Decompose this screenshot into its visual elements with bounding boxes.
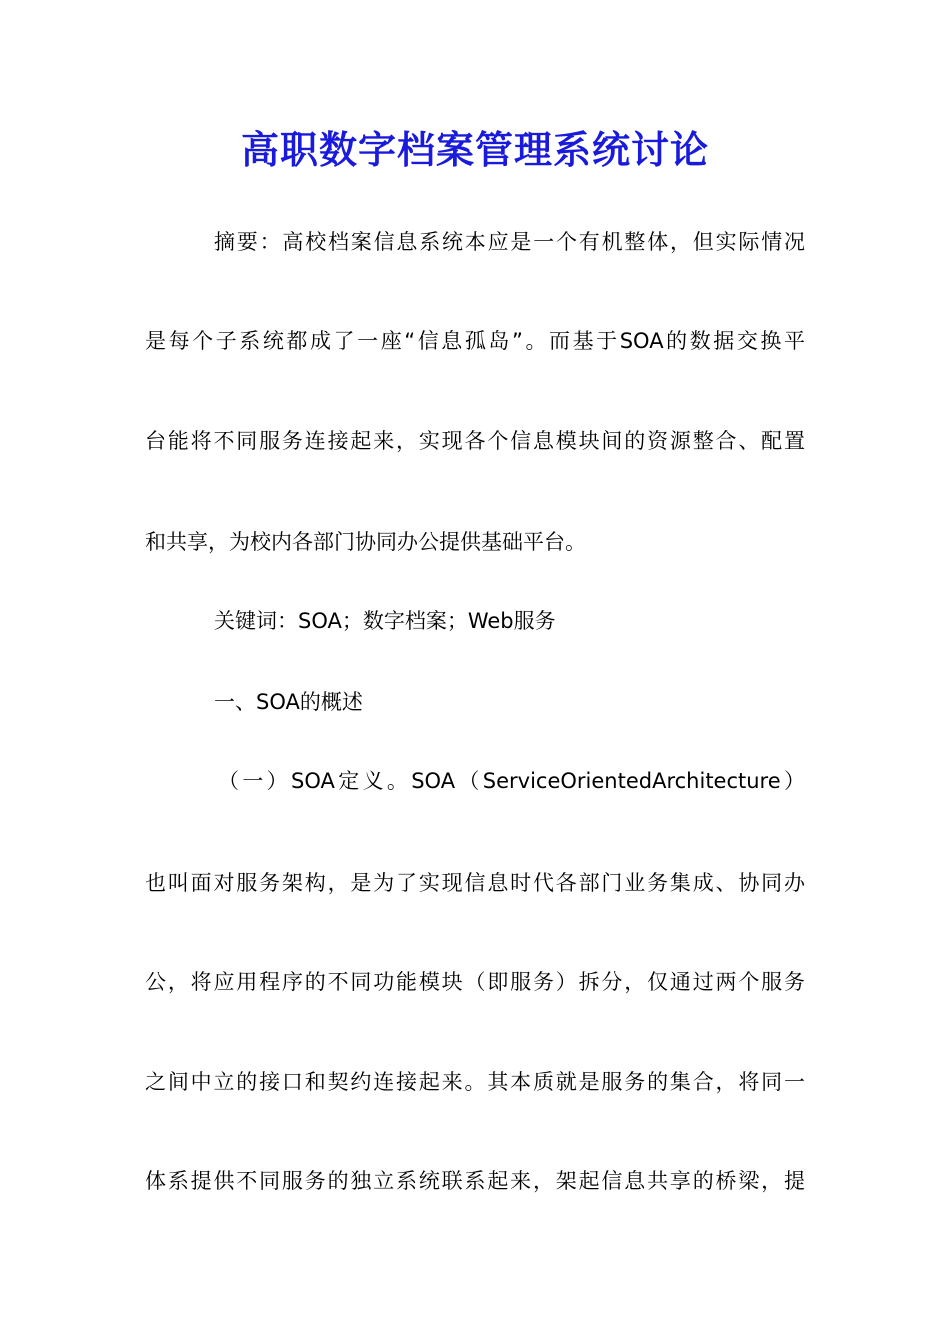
abstract-line-1: 摘要：高校档案信息系统本应是一个有机整体，但实际情况 (214, 230, 805, 254)
keywords-line: 关键词：SOA；数字档案；Web服务 (214, 609, 556, 633)
body-line-4: 之间中立的接口和契约连接起来。其本质就是服务的集合，将同一 (145, 1070, 805, 1094)
section-heading: 一、SOA的概述 (214, 690, 363, 714)
abstract-line-4: 和共享，为校内各部门协同办公提供基础平台。 (145, 530, 586, 554)
abstract-line-3: 台能将不同服务连接起来，实现各个信息模块间的资源整合、配置 (145, 429, 805, 453)
abstract-line-2: 是每个子系统都成了一座“信息孤岛”。而基于SOA的数据交换平 (145, 329, 805, 353)
body-line-5: 体系提供不同服务的独立系统联系起来，架起信息共享的桥梁，提 (145, 1169, 805, 1193)
document-title: 高职数字档案管理系统讨论 (240, 127, 709, 172)
body-line-3: 公，将应用程序的不同功能模块（即服务）拆分，仅通过两个服务 (145, 970, 805, 994)
body-line-1: （一）SOA定义。SOA（ServiceOrientedArchitecture） (218, 769, 805, 793)
body-line-2: 也叫面对服务架构，是为了实现信息时代各部门业务集成、协同办 (145, 871, 805, 895)
